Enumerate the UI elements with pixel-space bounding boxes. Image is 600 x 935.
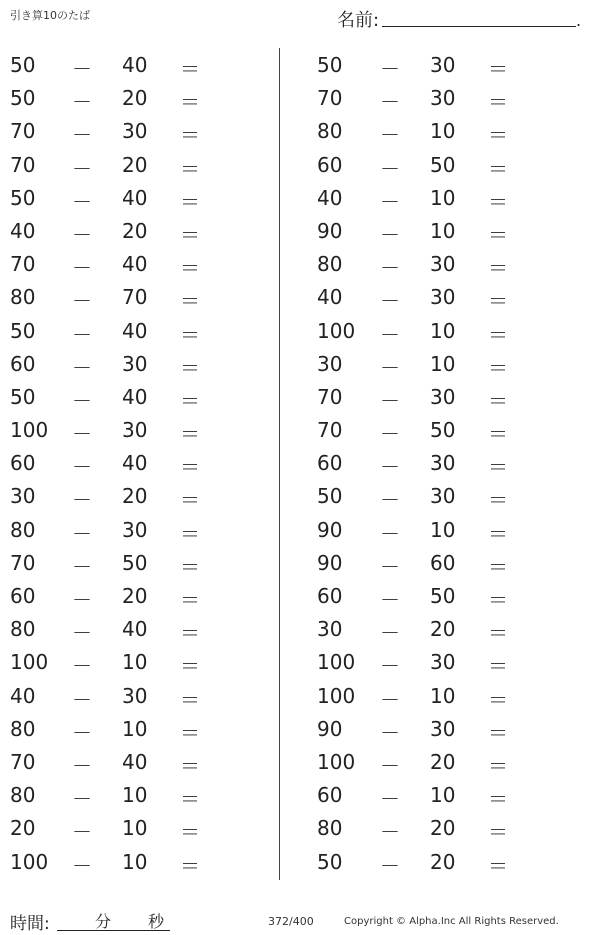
equals-sign: ＝ xyxy=(180,820,200,845)
subtrahend: 60 xyxy=(430,550,456,575)
equals-sign: ＝ xyxy=(488,588,508,612)
minuend: 60 xyxy=(10,351,36,376)
minus-sign: － xyxy=(380,123,400,148)
equals-sign: ＝ xyxy=(180,554,200,579)
subtrahend: 30 xyxy=(122,351,148,376)
minuend: 70 xyxy=(317,384,343,409)
equals-sign: ＝ xyxy=(488,189,508,214)
equals-sign: ＝ xyxy=(180,289,200,314)
minus-sign: － xyxy=(72,853,92,878)
minuend: 50 xyxy=(10,185,36,210)
subtrahend: 30 xyxy=(430,285,456,310)
minuend: 60 xyxy=(317,451,343,476)
minus-sign: － xyxy=(380,753,400,778)
minuend: 100 xyxy=(317,650,356,675)
subtrahend: 40 xyxy=(122,384,148,409)
minuend: 40 xyxy=(317,285,343,310)
subtrahend: 30 xyxy=(430,484,456,509)
equals-sign: ＝ xyxy=(180,787,200,812)
minuend: 50 xyxy=(10,86,36,111)
minus-sign: － xyxy=(380,156,400,181)
subtrahend: 10 xyxy=(430,185,456,210)
equals-sign: ＝ xyxy=(180,455,200,480)
minuend: 100 xyxy=(317,749,356,774)
subtrahend: 20 xyxy=(122,86,148,111)
minuend: 80 xyxy=(10,716,36,741)
minus-sign: － xyxy=(380,422,400,447)
minuend: 40 xyxy=(10,683,36,708)
minuend: 80 xyxy=(317,816,343,841)
equals-sign: ＝ xyxy=(488,687,508,712)
equals-sign: ＝ xyxy=(488,820,508,845)
equals-sign: ＝ xyxy=(180,753,200,778)
minus-sign: － xyxy=(380,588,400,612)
minus-sign: － xyxy=(72,588,92,612)
name-end-dot: . xyxy=(576,11,582,30)
subtrahend: 30 xyxy=(430,252,456,277)
equals-sign: ＝ xyxy=(488,521,508,546)
minus-sign: － xyxy=(380,554,400,579)
minus-sign: － xyxy=(380,455,400,480)
minuend: 80 xyxy=(10,617,36,642)
minuend: 100 xyxy=(317,683,356,708)
minus-sign: － xyxy=(380,720,400,745)
subtrahend: 10 xyxy=(430,517,456,542)
name-label: 名前: xyxy=(337,10,380,31)
equals-sign: ＝ xyxy=(488,488,508,513)
equals-sign: ＝ xyxy=(488,753,508,778)
minus-sign: － xyxy=(72,720,92,745)
subtrahend: 10 xyxy=(430,218,456,243)
subtrahend: 30 xyxy=(430,384,456,409)
minuend: 50 xyxy=(317,53,343,77)
equals-sign: ＝ xyxy=(488,256,508,281)
equals-sign: ＝ xyxy=(488,787,508,812)
equals-sign: ＝ xyxy=(488,90,508,115)
minus-sign: － xyxy=(380,853,400,878)
equals-sign: ＝ xyxy=(180,488,200,513)
minus-sign: － xyxy=(380,521,400,546)
subtrahend: 10 xyxy=(430,783,456,808)
equals-sign: ＝ xyxy=(488,720,508,745)
minus-sign: － xyxy=(380,488,400,513)
subtrahend: 20 xyxy=(430,849,456,874)
subtrahend: 50 xyxy=(122,550,148,575)
minus-sign: － xyxy=(72,289,92,314)
subtrahend: 30 xyxy=(430,716,456,741)
subtrahend: 40 xyxy=(122,185,148,210)
equals-sign: ＝ xyxy=(180,422,200,447)
subtrahend: 10 xyxy=(430,318,456,343)
subtrahend: 40 xyxy=(122,318,148,343)
equals-sign: ＝ xyxy=(180,621,200,646)
subtrahend: 20 xyxy=(430,749,456,774)
minuend: 70 xyxy=(10,252,36,277)
minus-sign: － xyxy=(72,753,92,778)
minus-sign: － xyxy=(72,90,92,115)
equals-sign: ＝ xyxy=(488,654,508,679)
equals-sign: ＝ xyxy=(180,256,200,281)
subtrahend: 30 xyxy=(122,517,148,542)
minus-sign: － xyxy=(72,189,92,214)
minuend: 100 xyxy=(317,318,356,343)
copyright-text: Copyright © Alpha.Inc All Rights Reserved. xyxy=(344,916,559,927)
subtrahend: 20 xyxy=(122,152,148,177)
equals-sign: ＝ xyxy=(488,621,508,646)
subtrahend: 50 xyxy=(430,584,456,608)
minuend: 60 xyxy=(317,783,343,808)
subtrahend: 40 xyxy=(122,53,148,77)
minuend: 70 xyxy=(317,86,343,111)
minuend: 90 xyxy=(317,517,343,542)
subtrahend: 30 xyxy=(122,119,148,144)
equals-sign: ＝ xyxy=(180,521,200,546)
minus-sign: － xyxy=(72,322,92,347)
minus-sign: － xyxy=(72,355,92,380)
equals-sign: ＝ xyxy=(488,289,508,314)
subtrahend: 10 xyxy=(430,351,456,376)
minuend: 80 xyxy=(10,783,36,808)
seconds-label: 秒 xyxy=(148,912,165,931)
minus-sign: － xyxy=(380,256,400,281)
subtrahend: 30 xyxy=(430,53,456,77)
subtrahend: 10 xyxy=(122,650,148,675)
minus-sign: － xyxy=(72,123,92,148)
minus-sign: － xyxy=(72,222,92,247)
subtrahend: 50 xyxy=(430,418,456,443)
subtrahend: 10 xyxy=(430,119,456,144)
subtrahend: 20 xyxy=(122,218,148,243)
minuend: 50 xyxy=(317,484,343,509)
minuend: 100 xyxy=(10,849,49,874)
minus-sign: － xyxy=(380,654,400,679)
minuend: 60 xyxy=(10,584,36,608)
minus-sign: － xyxy=(72,388,92,413)
minus-sign: － xyxy=(380,787,400,812)
subtrahend: 30 xyxy=(430,451,456,476)
equals-sign: ＝ xyxy=(180,156,200,181)
minuend: 80 xyxy=(10,517,36,542)
minus-sign: － xyxy=(380,687,400,712)
equals-sign: ＝ xyxy=(488,57,508,81)
minuend: 50 xyxy=(10,318,36,343)
minuend: 30 xyxy=(10,484,36,509)
minus-sign: － xyxy=(72,156,92,181)
minuend: 20 xyxy=(10,816,36,841)
subtrahend: 20 xyxy=(430,816,456,841)
subtrahend: 20 xyxy=(122,484,148,509)
minuend: 70 xyxy=(317,418,343,443)
minus-sign: － xyxy=(72,455,92,480)
minuend: 70 xyxy=(10,550,36,575)
minus-sign: － xyxy=(380,189,400,214)
subtrahend: 40 xyxy=(122,451,148,476)
minuend: 50 xyxy=(10,53,36,77)
minuend: 30 xyxy=(317,351,343,376)
minuend: 90 xyxy=(317,716,343,741)
minus-sign: － xyxy=(380,388,400,413)
equals-sign: ＝ xyxy=(180,189,200,214)
subtrahend: 10 xyxy=(122,783,148,808)
minus-sign: － xyxy=(72,621,92,646)
minus-sign: － xyxy=(72,422,92,447)
worksheet-title: 引き算10のたば xyxy=(10,9,90,22)
equals-sign: ＝ xyxy=(488,422,508,447)
minuend: 30 xyxy=(317,617,343,642)
minuend: 90 xyxy=(317,550,343,575)
subtrahend: 10 xyxy=(122,849,148,874)
equals-sign: ＝ xyxy=(488,156,508,181)
minuend: 70 xyxy=(10,152,36,177)
equals-sign: ＝ xyxy=(180,123,200,148)
equals-sign: ＝ xyxy=(180,720,200,745)
equals-sign: ＝ xyxy=(488,355,508,380)
minus-sign: － xyxy=(72,57,92,81)
equals-sign: ＝ xyxy=(180,687,200,712)
minuend: 80 xyxy=(317,252,343,277)
equals-sign: ＝ xyxy=(488,123,508,148)
page-number: 372/400 xyxy=(268,915,314,928)
minus-sign: － xyxy=(380,621,400,646)
minus-sign: － xyxy=(72,687,92,712)
subtrahend: 40 xyxy=(122,749,148,774)
equals-sign: ＝ xyxy=(488,222,508,247)
minus-sign: － xyxy=(380,222,400,247)
subtrahend: 50 xyxy=(430,152,456,177)
minuend: 70 xyxy=(10,749,36,774)
minuend: 90 xyxy=(317,218,343,243)
subtrahend: 20 xyxy=(430,617,456,642)
minuend: 100 xyxy=(10,650,49,675)
minus-sign: － xyxy=(380,289,400,314)
minuend: 70 xyxy=(10,119,36,144)
equals-sign: ＝ xyxy=(488,455,508,480)
minus-sign: － xyxy=(72,820,92,845)
minus-sign: － xyxy=(380,57,400,81)
column-divider xyxy=(279,48,280,880)
time-label: 時間: xyxy=(10,914,50,934)
minus-sign: － xyxy=(380,355,400,380)
minuend: 50 xyxy=(10,384,36,409)
equals-sign: ＝ xyxy=(488,322,508,347)
subtrahend: 10 xyxy=(122,716,148,741)
name-blank-line[interactable] xyxy=(382,26,576,27)
equals-sign: ＝ xyxy=(180,222,200,247)
minuend: 50 xyxy=(317,849,343,874)
equals-sign: ＝ xyxy=(180,853,200,878)
minuend: 60 xyxy=(10,451,36,476)
subtrahend: 10 xyxy=(122,816,148,841)
subtrahend: 30 xyxy=(430,86,456,111)
equals-sign: ＝ xyxy=(488,554,508,579)
equals-sign: ＝ xyxy=(180,588,200,612)
minus-sign: － xyxy=(72,488,92,513)
minus-sign: － xyxy=(72,654,92,679)
equals-sign: ＝ xyxy=(180,90,200,115)
minuend: 100 xyxy=(10,418,49,443)
minus-sign: － xyxy=(380,322,400,347)
minus-sign: － xyxy=(380,90,400,115)
minus-sign: － xyxy=(72,256,92,281)
subtrahend: 30 xyxy=(122,418,148,443)
minus-sign: － xyxy=(380,820,400,845)
footer xyxy=(0,906,600,935)
equals-sign: ＝ xyxy=(180,355,200,380)
subtrahend: 40 xyxy=(122,617,148,642)
equals-sign: ＝ xyxy=(488,853,508,878)
subtrahend: 30 xyxy=(122,683,148,708)
minus-sign: － xyxy=(72,554,92,579)
minuend: 60 xyxy=(317,584,343,608)
equals-sign: ＝ xyxy=(180,388,200,413)
equals-sign: ＝ xyxy=(180,322,200,347)
subtrahend: 70 xyxy=(122,285,148,310)
minuend: 40 xyxy=(317,185,343,210)
subtrahend: 40 xyxy=(122,252,148,277)
minus-sign: － xyxy=(72,787,92,812)
minuend: 80 xyxy=(317,119,343,144)
subtrahend: 10 xyxy=(430,683,456,708)
subtrahend: 30 xyxy=(430,650,456,675)
subtrahend: 20 xyxy=(122,584,148,608)
equals-sign: ＝ xyxy=(180,654,200,679)
minuend: 40 xyxy=(10,218,36,243)
minutes-label: 分 xyxy=(95,912,112,931)
equals-sign: ＝ xyxy=(488,388,508,413)
equals-sign: ＝ xyxy=(180,57,200,81)
minuend: 80 xyxy=(10,285,36,310)
minuend: 60 xyxy=(317,152,343,177)
minus-sign: － xyxy=(72,521,92,546)
